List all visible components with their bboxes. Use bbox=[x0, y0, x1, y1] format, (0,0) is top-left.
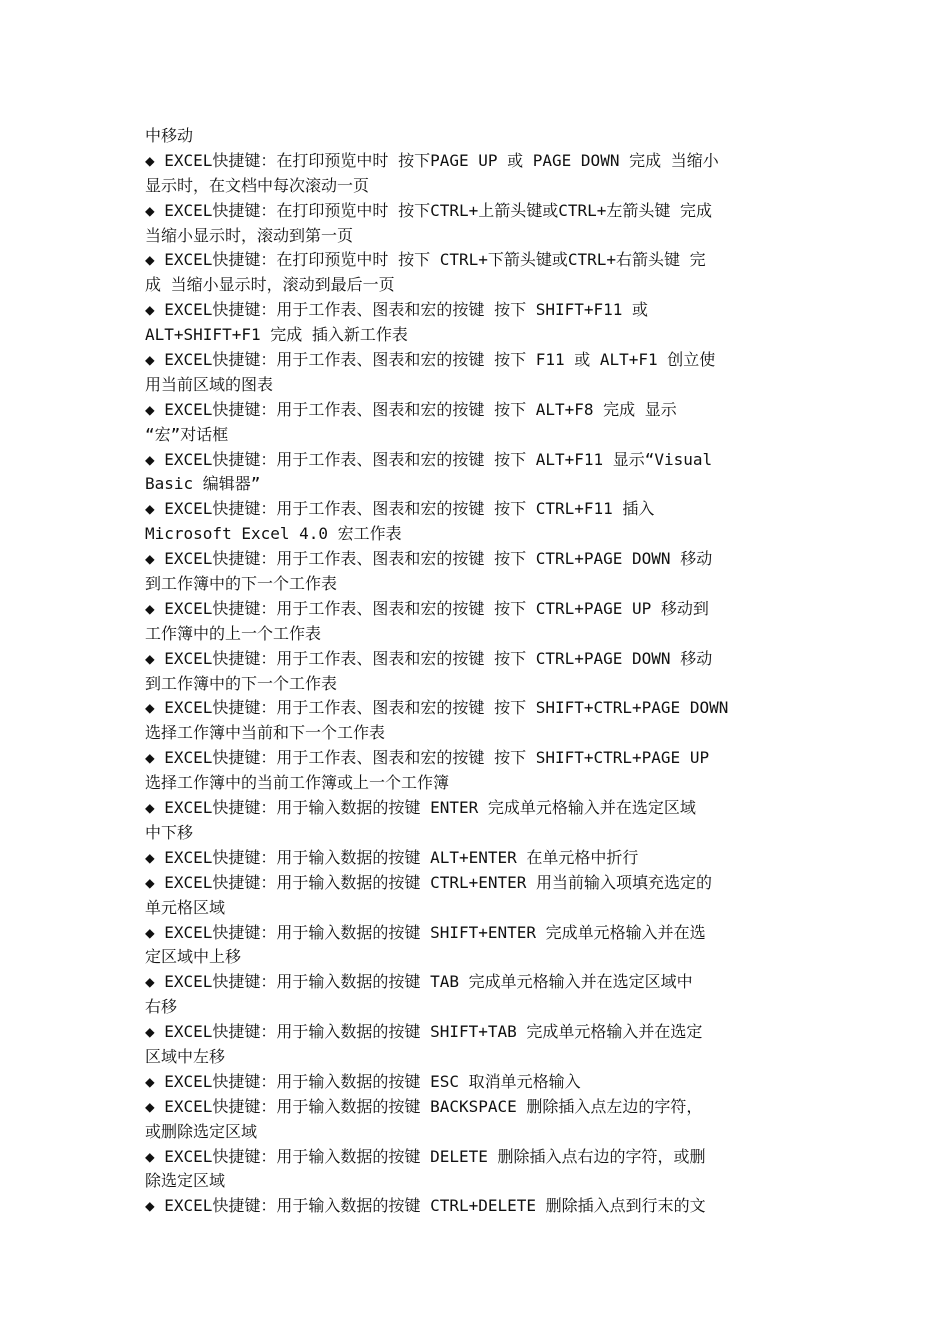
text-line: ◆ EXCEL快捷键：用于输入数据的按键 ENTER 完成单元格输入并在选定区域 bbox=[145, 798, 696, 818]
text-line: ◆ EXCEL快捷键：用于输入数据的按键 SHIFT+TAB 完成单元格输入并在选定 bbox=[145, 1022, 703, 1042]
text-line: 右移 bbox=[145, 997, 178, 1017]
text-line: ◆ EXCEL快捷键：用于工作表、图表和宏的按键 按下 SHIFT+CTRL+PAGE DOWN bbox=[145, 698, 729, 718]
text-line: 定区域中上移 bbox=[145, 947, 242, 967]
text-line: 用当前区域的图表 bbox=[145, 374, 274, 394]
text-line: ◆ EXCEL快捷键：用于输入数据的按键 CTRL+DELETE 删除插入点到行末的文 bbox=[145, 1196, 706, 1216]
text-line: 单元格区域 bbox=[145, 897, 226, 917]
text-line: 或删除选定区域 bbox=[145, 1121, 258, 1141]
text-line: 到工作簿中的下一个工作表 bbox=[145, 574, 338, 594]
text-line: 中下移 bbox=[145, 822, 194, 842]
text-line: 工作簿中的上一个工作表 bbox=[145, 623, 322, 643]
text-line: 显示时，在文档中每次滚动一页 bbox=[145, 175, 370, 195]
text-line: ALT+SHIFT+F1 完成 插入新工作表 bbox=[145, 325, 408, 345]
text-line: Basic 编辑器” bbox=[145, 474, 261, 494]
text-line: ◆ EXCEL快捷键：用于输入数据的按键 DELETE 删除插入点右边的字符，或删 bbox=[145, 1146, 706, 1166]
text-line: ◆ EXCEL快捷键：用于输入数据的按键 BACKSPACE 删除插入点左边的字符， bbox=[145, 1096, 703, 1116]
text-line: ◆ EXCEL快捷键：用于工作表、图表和宏的按键 按下 CTRL+F11 插入 bbox=[145, 499, 655, 519]
text-line: ◆ EXCEL快捷键：用于输入数据的按键 CTRL+ENTER 用当前输入项填充选定的 bbox=[145, 872, 713, 892]
text-line: ◆ EXCEL快捷键：用于工作表、图表和宏的按键 按下 CTRL+PAGE UP 移动到 bbox=[145, 598, 709, 618]
text-line: 选择工作簿中的当前工作簿或上一个工作簿 bbox=[145, 773, 450, 793]
text-line: ◆ EXCEL快捷键：用于输入数据的按键 SHIFT+ENTER 完成单元格输入并在选 bbox=[145, 922, 706, 942]
text-line: 成 当缩小显示时，滚动到最后一页 bbox=[145, 275, 395, 295]
text-line: ◆ EXCEL快捷键：用于输入数据的按键 ESC 取消单元格输入 bbox=[145, 1071, 581, 1091]
text-line: ◆ EXCEL快捷键：用于工作表、图表和宏的按键 按下 ALT+F11 显示“Visual bbox=[145, 449, 713, 469]
text-line: 除选定区域 bbox=[145, 1171, 226, 1191]
text-line: ◆ EXCEL快捷键：用于工作表、图表和宏的按键 按下 CTRL+PAGE DOWN 移动 bbox=[145, 549, 713, 569]
text-line: 到工作簿中的下一个工作表 bbox=[145, 673, 338, 693]
text-line: 中移动 bbox=[145, 126, 194, 145]
document-body bbox=[145, 124, 810, 1219]
text-line: ◆ EXCEL快捷键：在打印预览中时 按下CTRL+上箭头键或CTRL+左箭头键 完成 bbox=[145, 200, 713, 220]
text-line: ◆ EXCEL快捷键：用于工作表、图表和宏的按键 按下 ALT+F8 完成 显示 bbox=[145, 399, 677, 419]
text-line: Microsoft Excel 4.0 宏工作表 bbox=[145, 524, 402, 544]
text-line: ◆ EXCEL快捷键：在打印预览中时 按下 CTRL+下箭头键或CTRL+右箭头键 完 bbox=[145, 250, 706, 270]
text-line: 当缩小显示时，滚动到第一页 bbox=[145, 225, 354, 245]
text-line: ◆ EXCEL快捷键：用于工作表、图表和宏的按键 按下 SHIFT+CTRL+PAGE UP bbox=[145, 748, 710, 768]
text-line: ◆ EXCEL快捷键：用于输入数据的按键 ALT+ENTER 在单元格中折行 bbox=[145, 847, 639, 867]
text-line: ◆ EXCEL快捷键：用于工作表、图表和宏的按键 按下 CTRL+PAGE DOWN 移动 bbox=[145, 648, 713, 668]
text-line: 区域中左移 bbox=[145, 1046, 226, 1066]
text-line: ◆ EXCEL快捷键：用于工作表、图表和宏的按键 按下 F11 或 ALT+F1 创立使 bbox=[145, 350, 716, 370]
text-line: 选择工作簿中当前和下一个工作表 bbox=[145, 723, 386, 743]
text-line: ◆ EXCEL快捷键：在打印预览中时 按下PAGE UP 或 PAGE DOWN 完成 当缩小 bbox=[145, 150, 719, 170]
text-line: ◆ EXCEL快捷键：用于工作表、图表和宏的按键 按下 SHIFT+F11 或 bbox=[145, 300, 649, 320]
text-line: ◆ EXCEL快捷键：用于输入数据的按键 TAB 完成单元格输入并在选定区域中 bbox=[145, 972, 693, 992]
text-line: “宏”对话框 bbox=[145, 424, 229, 444]
